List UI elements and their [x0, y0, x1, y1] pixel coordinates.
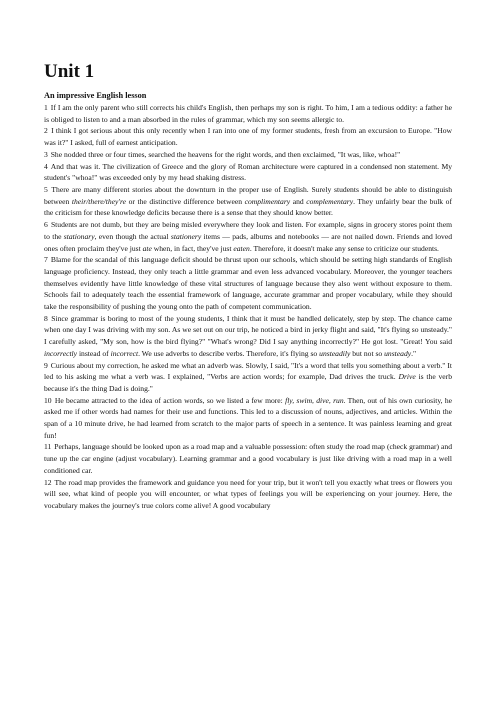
paragraph-text: The road map provides the framework and guidance you need for your trip, but it won't tell you exactly what trees or flowers you will see, what kind of people you will encounter, or what types of feelings you will be experiencing on your journey. Here, the vocabulary makes the journey's true colors come alive! A good vocabulary	[44, 477, 452, 510]
paragraph-text: She nodded three or four times, searched the heavens for the right words, and then exclaimed, "It was, like, whoa!"	[50, 149, 401, 159]
paragraph-6	[44, 219, 452, 254]
paragraph-text: Blame for the scandal of this language deficit should be thrust upon our schools, which should be setting high standards of English language proficiency. Instead, they only teach a little grammar and even less advanced vocabulary. Moreover, the younger teachers themselves evidently have little knowledge of these vital structures of language because they also went without exposure to them. Schools fail to adequately teach the essential framework of language, accurate grammar and proper vocabulary, while they should take the responsibility of pushing the young onto the path of competent communication.	[44, 255, 452, 312]
paragraph-number: 5	[44, 185, 48, 194]
paragraph-7	[44, 254, 452, 313]
italic-term: their/there/they're	[71, 196, 127, 206]
paragraph-text: . We use adverbs to describe verbs. Therefore, it's flying so	[138, 348, 320, 358]
italic-term: complimentary	[244, 196, 291, 206]
article-body	[44, 102, 452, 512]
paragraph-number: 3	[44, 149, 48, 159]
paragraph-9	[44, 360, 452, 395]
italic-term: unsteadily	[319, 348, 351, 358]
paragraph-text: Since grammar is boring to most of the young students, I think that it must be handled delicately, step by step. The chance came when one day I was driving with my son. As we set out on our trip, he noticed a bird in jerky flight and said, "It's flying so unsteady." I carefully asked, "My son, how is the bird flying?" "What's wrong? Did I say anything incorrectly?" He got lost. "Great! You said	[44, 313, 452, 347]
paragraph-text: . Therefore, it doesn't make any sense to criticize our students.	[249, 243, 439, 253]
paragraph-number: 12	[44, 477, 52, 487]
italic-term: unsteady	[384, 348, 412, 358]
paragraph-5	[44, 184, 452, 219]
paragraph-number: 4	[44, 161, 48, 171]
paragraph-8	[44, 313, 452, 360]
paragraph-text: instead of	[77, 348, 111, 358]
paragraph-text: And that was it. The civilization of Greece and the glory of Roman architecture were captured in a condensed non statement. My student's "whoa!" was exceeded only by my head shaking distress.	[44, 161, 452, 183]
paragraph-text: He became attracted to the idea of action words, so we listed a few more:	[54, 395, 286, 405]
paragraph-text: There are many different stories about the downturn in the proper use of English. Surely students should be able to distinguish between	[44, 185, 452, 206]
italic-term: stationary	[63, 231, 95, 241]
paragraph-number: 8	[44, 313, 48, 323]
paragraph-number: 9	[44, 360, 48, 370]
unit-title: Unit 1	[44, 61, 95, 82]
paragraph-number: 1	[44, 103, 48, 113]
paragraph-text: Students are not dumb, but they are being misled everywhere they look and listen. For example, signs in grocery stores point them to the	[44, 220, 452, 241]
paragraph-12	[44, 477, 452, 512]
paragraph-text: is the verb because it's the thing Dad is doing."	[44, 372, 453, 393]
paragraph-2	[44, 125, 452, 148]
italic-term: ate	[142, 243, 152, 253]
italic-term: fly, swim, dive, run	[285, 395, 344, 405]
paragraph-text: , even though the actual	[94, 231, 171, 241]
paragraph-1	[44, 102, 452, 125]
paragraph-text: I think I got serious about this only recently when I ran into one of my former students, fresh from an excursion to Europe. "How was it?" I asked, full of earnest anticipation.	[44, 126, 452, 148]
paragraph-text: items — pads, albums and notebooks — are not nailed down. Friends and loved ones often proclaim they've just	[44, 231, 452, 253]
italic-term: incorrectly	[44, 348, 78, 358]
paragraph-text: when, in fact, they've just	[151, 243, 234, 253]
italic-term: complementary	[306, 196, 354, 206]
paragraph-text: and	[290, 196, 307, 206]
lesson-title: An impressive English lesson	[44, 90, 147, 100]
paragraph-text: ."	[411, 348, 417, 358]
paragraph-3	[44, 149, 452, 161]
paragraph-text: . Then, out of his own curiosity, he asked me if other words had names for their use and functions. This led to a discussion of nouns, adjectives, and articles. Within the span of a 10 minute drive, he had learned from scratch to the major parts of speech in a sentence. It was painless learning and great fun!	[44, 395, 453, 440]
italic-term: incorrect	[110, 348, 139, 358]
paragraph-text: or the distinctive difference between	[126, 196, 245, 206]
paragraph-text: If I am the only parent who still corrects his child's English, then perhaps my son is right. To him, I am a tedious oddity: a father he is obliged to listen to and a man absorbed in the rules of grammar, which my son seems allergic to.	[44, 103, 452, 124]
italic-term: stationery	[170, 231, 202, 241]
paragraph-4	[44, 161, 452, 184]
paragraph-text: but not so	[350, 348, 385, 358]
paragraph-10	[44, 395, 452, 442]
paragraph-number: 10	[44, 395, 52, 405]
paragraph-11	[44, 441, 452, 476]
paragraph-text: Curious about my correction, he asked me what an adverb was. Slowly, I said, "It's a word that tells you something about a verb." It led to his asking me what a verb was. I explained, "Verbs are action words; for example, Dad drives the truck.	[44, 360, 452, 382]
paragraph-number: 6	[44, 220, 48, 230]
italic-term: eaten	[233, 243, 250, 253]
paragraph-text: . They unfairly bear the bulk of the criticism for these knowledge deficits because there is a sense that they should know better.	[44, 196, 452, 218]
paragraph-text: Perhaps, language should be looked upon as a road map and a valuable possession: often study the road map (check grammar) and tune up the car engine (adjust vocabulary). Learning grammar and a good vocabulary is just like driving with a road map in a well conditioned car.	[44, 442, 452, 475]
paragraph-number: 11	[44, 442, 52, 452]
paragraph-number: 7	[44, 255, 48, 265]
paragraph-number: 2	[44, 126, 48, 136]
italic-term: Drive	[398, 372, 416, 382]
